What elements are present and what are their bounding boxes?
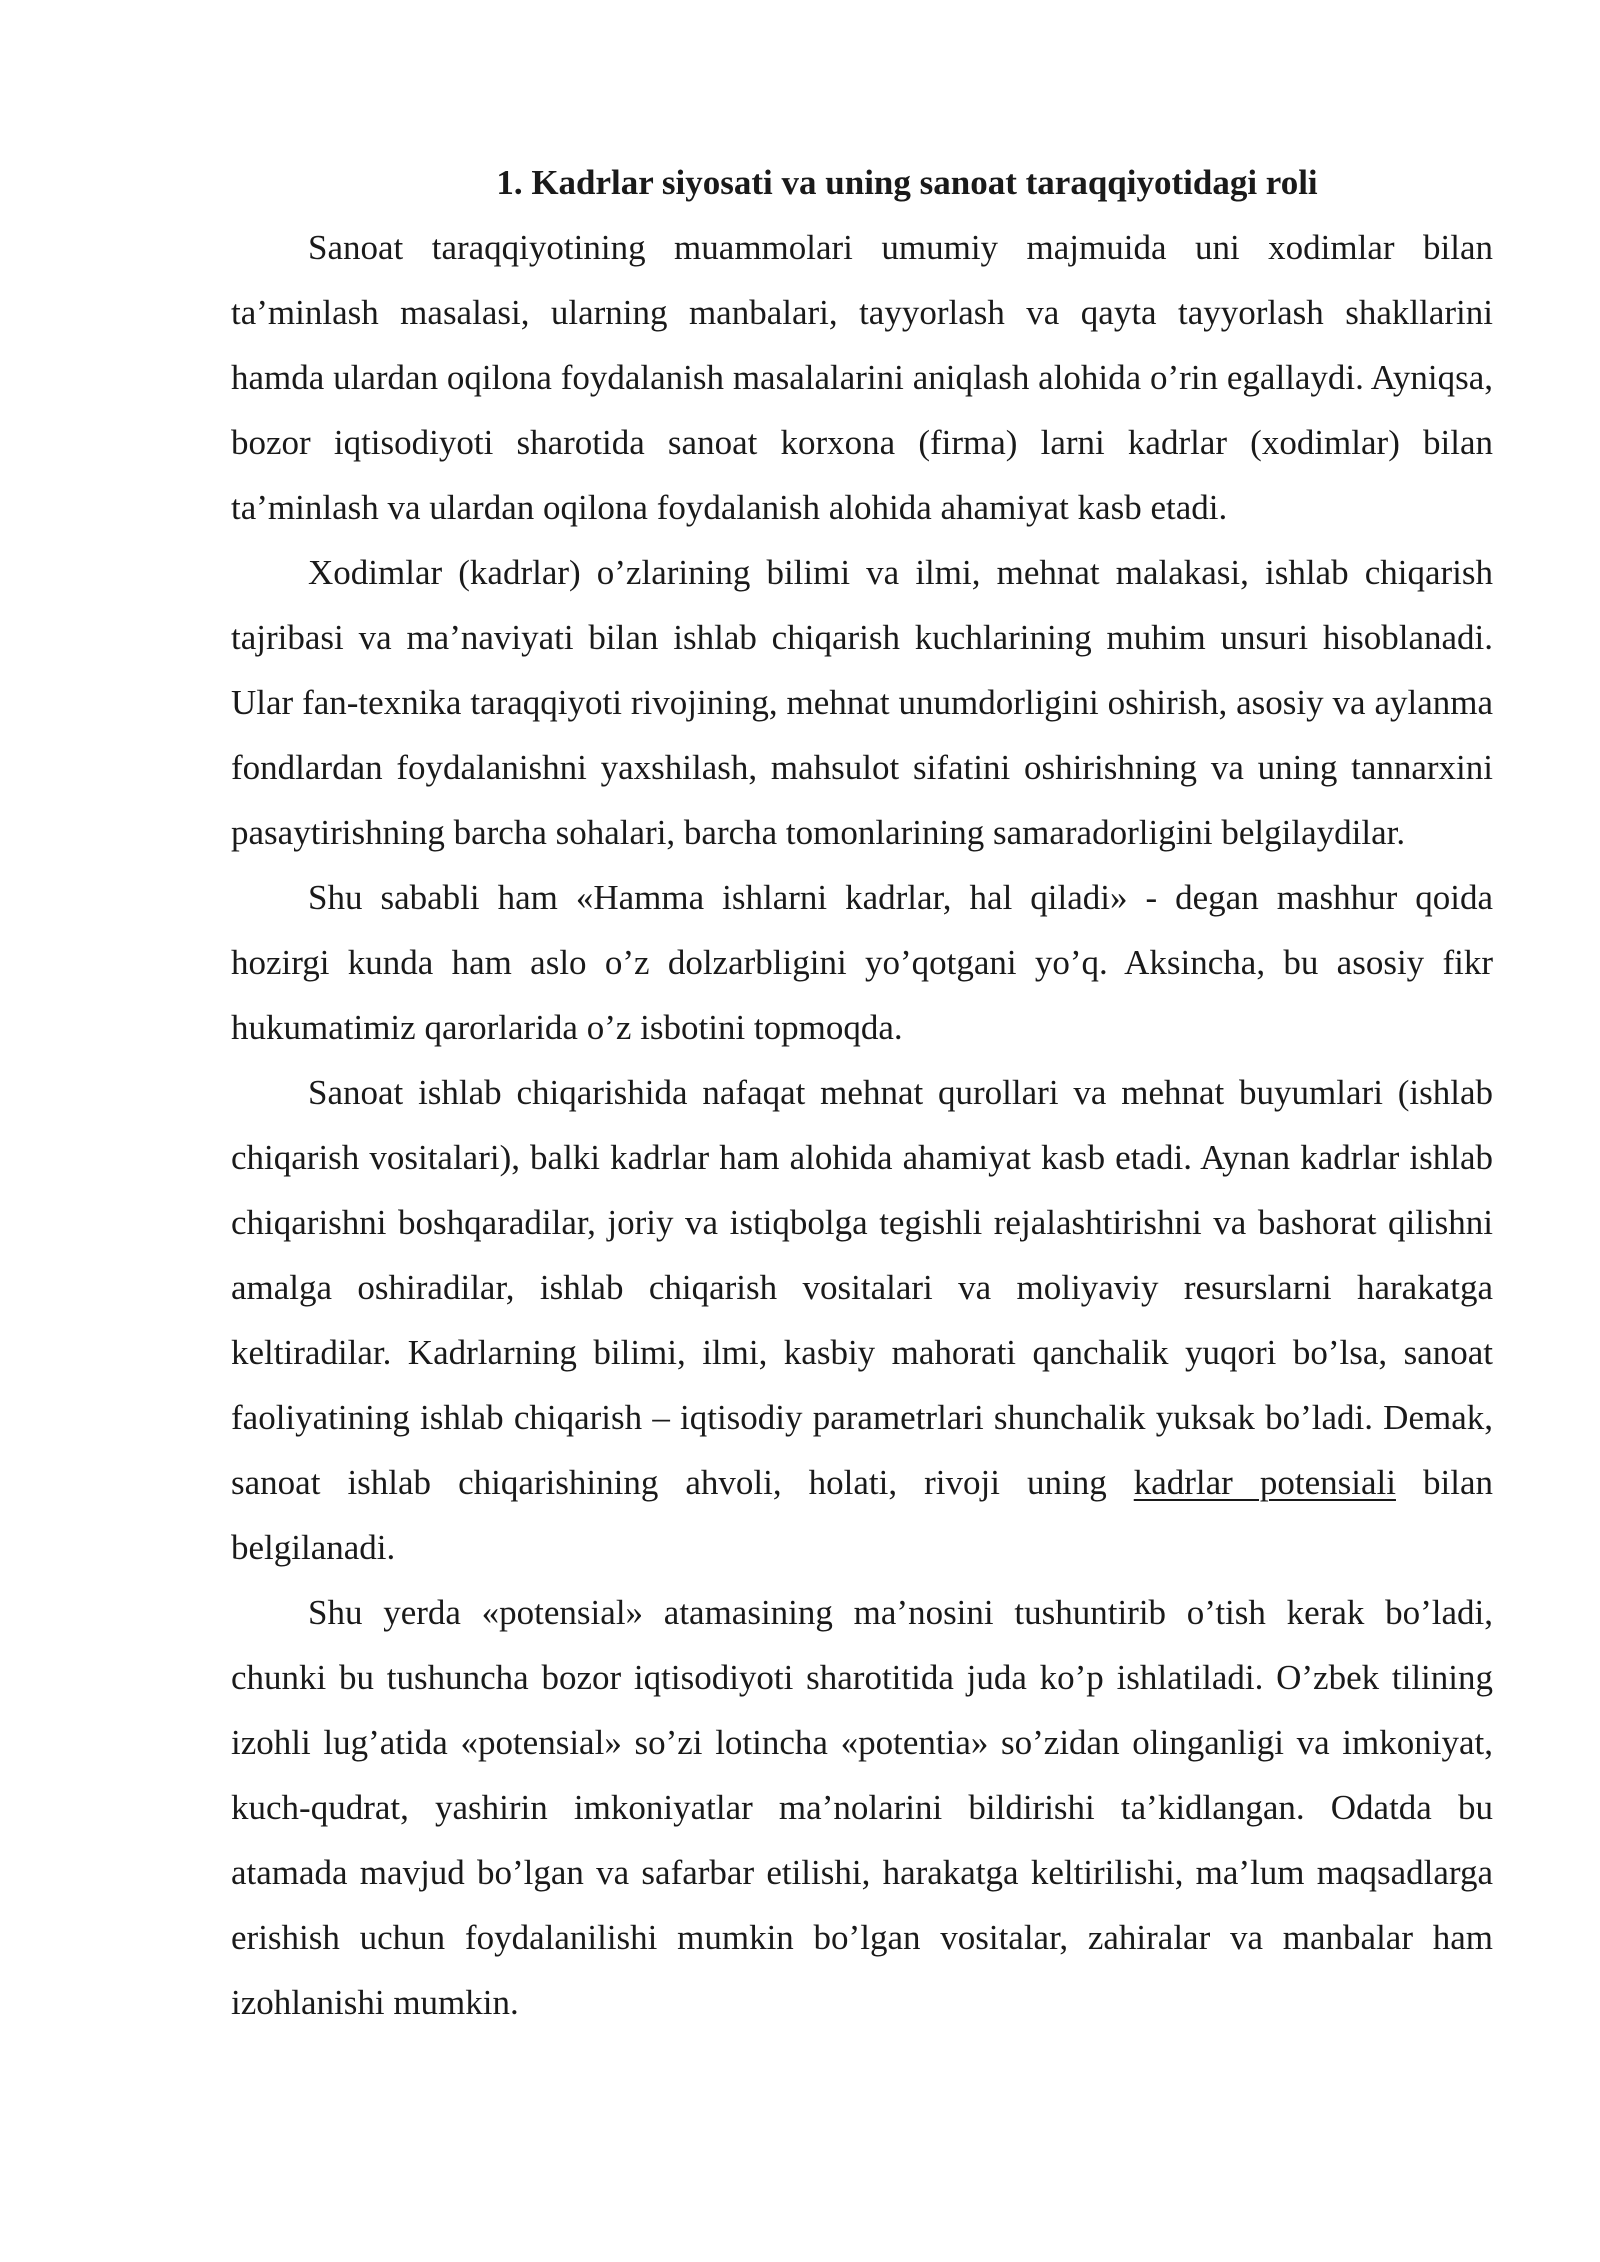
paragraph-1: Sanoat taraqqiyotining muammolari umumiy majmuida uni xodimlar bilan ta’minlash masalasi, ularning manbalari, tayyorlash va qayta tayyorlash shakllarini hamda ulardan oqilona foydalanish masalalarini aniqlash alohida o’rin egallaydi. Ayniqsa, bozor iqtisodiyoti sharotida sanoat korxona (firma) larni kadrlar (xodimlar) bilan ta’minlash va ulardan oqilona foydalanish alohida ahamiyat kasb etadi. [231,228,1493,527]
paragraph-4-text-before: Sanoat ishlab chiqarishida nafaqat mehnat qurollari va mehnat buyumlari (ishlab chiqarish vositalari), balki kadrlar ham alohida ahamiyat kasb etadi. Aynan kadrlar ishlab chiqarishni boshqaradilar, joriy va istiqbolga tegishli rejalashtirishni va bashorat qilishni amalga oshiradilar, ishlab chiqarish vositalari va moliyaviy resurslarni harakatga keltiradilar. Kadrlarning bilimi, ilmi, kasbiy mahorati qanchalik yuqori bo’lsa, sanoat faoliyatining ishlab chiqarish – iqtisodiy parametrlari shunchalik yuksak bo’ladi. Demak, sanoat ishlab chiqarishining ahvoli, holati, rivoji uning [231,1073,1493,1502]
underlined-term: kadrlar potensiali [1133,1463,1396,1502]
paragraph-5: Shu yerda «potensial» atamasining ma’nosini tushuntirib o’tish kerak bo’ladi, chunki bu tushuncha bozor iqtisodiyoti sharotitida juda ko’p ishlatiladi. O’zbek tilining izohli lug’atida «potensial» so’zi lotincha «potentia» so’zidan olinganligi va imkoniyat, kuch-qudrat, yashirin imkoniyatlar ma’nolarini bildirishi ta’kidlangan. Odatda bu atamada mavjud bo’lgan va safarbar etilishi, harakatga keltirilishi, ma’lum maqsadlarga erishish uchun foydalanilishi mumkin bo’lgan vositalar, zahiralar va manbalar ham izohlanishi mumkin. [231,1593,1493,2022]
section-title: 1. Kadrlar siyosati va uning sanoat taraqqiyotidagi roli [496,163,1318,202]
paragraph-4 [231,1060,1493,1580]
paragraph-4-text-after: bilan belgilanadi. [231,1463,1493,1567]
paragraph-2: Xodimlar (kadrlar) o’zlarining bilimi va ilmi, mehnat malakasi, ishlab chiqarish tajribasi va ma’naviyati bilan ishlab chiqarish kuchlarining muhim unsuri hisoblanadi. Ular fan-texnika taraqqiyoti rivojining, mehnat unumdorligini oshirish, asosiy va aylanma fondlardan foydalanishni yaxshilash, mahsulot sifatini oshirishning va uning tannarxini pasaytirishning barcha sohalari, barcha tomonlarining samaradorligini belgilaydilar. [231,553,1493,852]
paragraph-3: Shu sababli ham «Hamma ishlarni kadrlar, hal qiladi» - degan mashhur qoida hozirgi kunda ham aslo o’z dolzarbligini yo’qotgani yo’q. Aksincha, bu asosiy fikr hukumatimiz qarorlarida o’z isbotini topmoqda. [231,878,1493,1047]
document-page [231,150,1493,2035]
